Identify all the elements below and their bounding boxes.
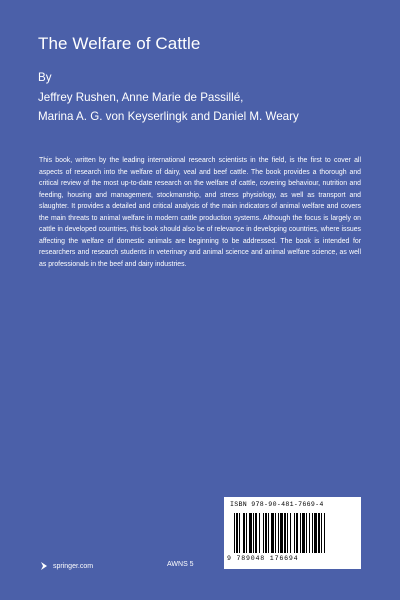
barcode-bar — [284, 513, 286, 553]
barcode-bar — [300, 513, 301, 553]
barcode-bar — [236, 513, 238, 553]
series-code: AWNS 5 — [167, 561, 194, 568]
barcode-bar — [243, 513, 245, 553]
barcode-bar — [314, 513, 317, 553]
barcode-bar — [306, 513, 307, 553]
book-description: This book, written by the leading international research scientists in the field, is the first to cover all aspects of research into the welfare of dairy, veal and beef cattle. The book provides a thorough and critical review of the most up-to-date research on the welfare of cattle, covering behaviour, nutrition and feeding, housing and management, stockmanship, and stress physiology, as well as transport and slaughter. It provides a detailed and critical analysis of the main indicators of animal welfare and covers the main threats to animal welfare in modern cattle production systems. Although the focus is largely on cattle in developed countries, this book should also be of relevance in developing countries, where issues affecting the welfare of domestic animals are beginning to be addressed. The book is intended for researchers and research students in veterinary and animal science and animal welfare science, as well as professionals in the beef and dairy industries. — [39, 157, 361, 268]
barcode-bars — [234, 513, 352, 553]
authors-line-2: Marina A. G. von Keyserlingk and Daniel M. Weary — [38, 110, 299, 123]
barcode-bar — [249, 513, 252, 553]
barcode-digits: 9 789048 176694 — [227, 555, 299, 562]
barcode-bar — [302, 513, 305, 553]
publisher-link[interactable] — [39, 561, 93, 571]
barcode-bar — [287, 513, 288, 553]
barcode-bar — [263, 513, 264, 553]
barcode-bar — [259, 513, 260, 553]
barcode-bar — [312, 513, 313, 553]
publisher-label: springer.com — [53, 562, 94, 570]
arrow-icon — [39, 561, 49, 571]
barcode-bar — [324, 513, 325, 553]
barcode-bar — [278, 513, 279, 553]
barcode-bar — [265, 513, 267, 553]
authors-block — [38, 68, 299, 127]
barcode-bar — [246, 513, 247, 553]
barcode-bar — [294, 513, 295, 553]
barcode-bar — [271, 513, 274, 553]
isbn-barcode — [224, 497, 361, 569]
barcode-bar — [296, 513, 298, 553]
by-label: By — [38, 71, 52, 84]
barcode-bar — [275, 513, 276, 553]
book-title: The Welfare of Cattle — [38, 34, 201, 53]
barcode-bar — [268, 513, 269, 553]
isbn-label: ISBN 978-90-481-7669-4 — [230, 501, 324, 508]
barcode-bar — [318, 513, 320, 553]
barcode-bar — [309, 513, 310, 553]
barcode-bar — [280, 513, 283, 553]
barcode-bar — [321, 513, 322, 553]
barcode-bar — [290, 513, 291, 553]
authors-line-1: Jeffrey Rushen, Anne Marie de Passillé, — [38, 90, 244, 104]
barcode-bar — [255, 513, 257, 553]
barcode-bar — [253, 513, 254, 553]
barcode-bar — [239, 513, 240, 553]
barcode-bar — [234, 513, 235, 553]
